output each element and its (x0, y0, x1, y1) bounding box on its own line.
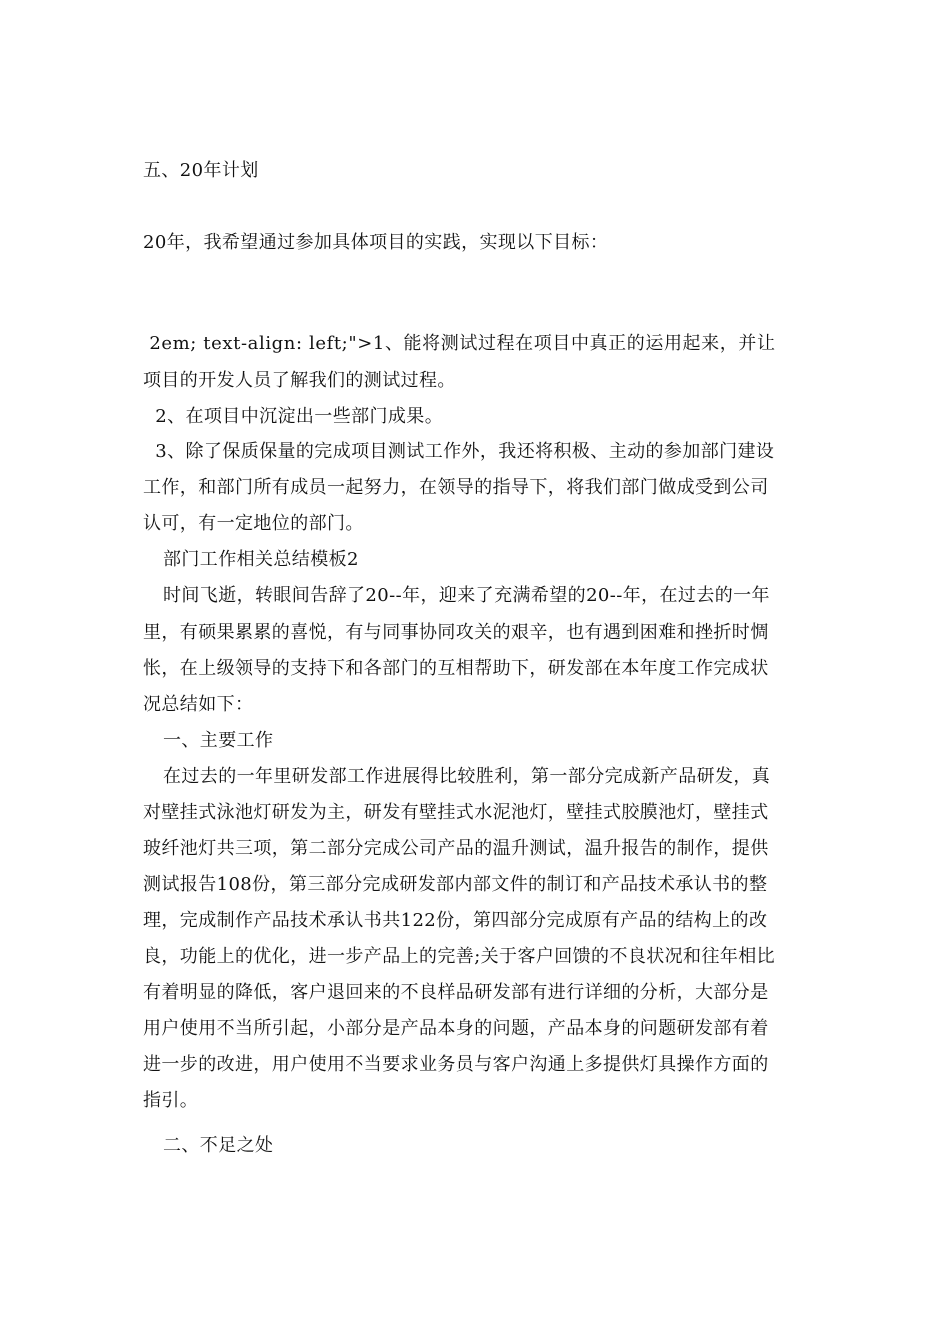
goal-line: 工作，和部门所有成员一起努力，在领导的指导下，将我们部门做成受到公司 (143, 477, 769, 498)
goal-line: 3、除了保质保量的完成项目测试工作外，我还将积极、主动的参加部门建设 (143, 441, 775, 462)
template-title: 部门工作相关总结模板2 (163, 549, 359, 570)
plan-intro-paragraph: 20年，我希望通过参加具体项目的实践，实现以下目标： (143, 232, 609, 253)
goal-line: 项目的开发人员了解我们的测试过程。 (143, 370, 456, 391)
main-work-line: 玻纤池灯共三项，第二部分完成公司产品的温升测试，温升报告的制作，提供 (143, 838, 769, 859)
main-work-line: 理，完成制作产品技术承认书共122份，第四部分完成原有产品的结构上的改 (143, 910, 768, 931)
summary-line: 况总结如下： (143, 694, 254, 715)
main-work-line: 有着明显的降低，客户退回来的不良样品研发部有进行详细的分析，大部分是 (143, 982, 769, 1003)
section-heading-plan: 五、20年计划 (143, 160, 259, 181)
main-work-line: 指引。 (143, 1090, 199, 1111)
summary-line: 时间飞逝，转眼间告辞了20--年，迎来了充满希望的20--年，在过去的一年 (163, 585, 770, 606)
main-work-line: 良，功能上的优化，进一步产品上的完善;关于客户回馈的不良状况和往年相比 (143, 946, 776, 967)
main-work-line: 在过去的一年里研发部工作进展得比较胜利，第一部分完成新产品研发，真 (163, 766, 771, 787)
main-work-line: 测试报告108份，第三部分完成研发部内部文件的制订和产品技术承认书的整 (143, 874, 768, 895)
main-work-line: 对壁挂式泳池灯研发为主，研发有壁挂式水泥池灯，壁挂式胶膜池灯，壁挂式 (143, 802, 769, 823)
summary-line: 里，有硕果累累的喜悦，有与同事协同攻关的艰辛，也有遇到困难和挫折时惆 (143, 622, 769, 643)
goal-line: 认可，有一定地位的部门。 (143, 513, 364, 534)
main-work-line: 用户使用不当所引起，小部分是产品本身的问题，产品本身的问题研发部有着 (143, 1018, 769, 1039)
main-work-line: 进一步的改进，用户使用不当要求业务员与客户沟通上多提供灯具操作方面的 (143, 1054, 769, 1075)
goal-line: 2、在项目中沉淀出一些部门成果。 (143, 406, 444, 427)
section-heading-shortcomings: 二、不足之处 (163, 1135, 274, 1156)
summary-line: 怅，在上级领导的支持下和各部门的互相帮助下，研发部在本年度工作完成状 (143, 658, 769, 679)
section-heading-main-work: 一、主要工作 (163, 730, 274, 751)
goal-line: 2em; text-align: left;">1、能将测试过程在项目中真正的运用起来，并让 (143, 333, 776, 354)
